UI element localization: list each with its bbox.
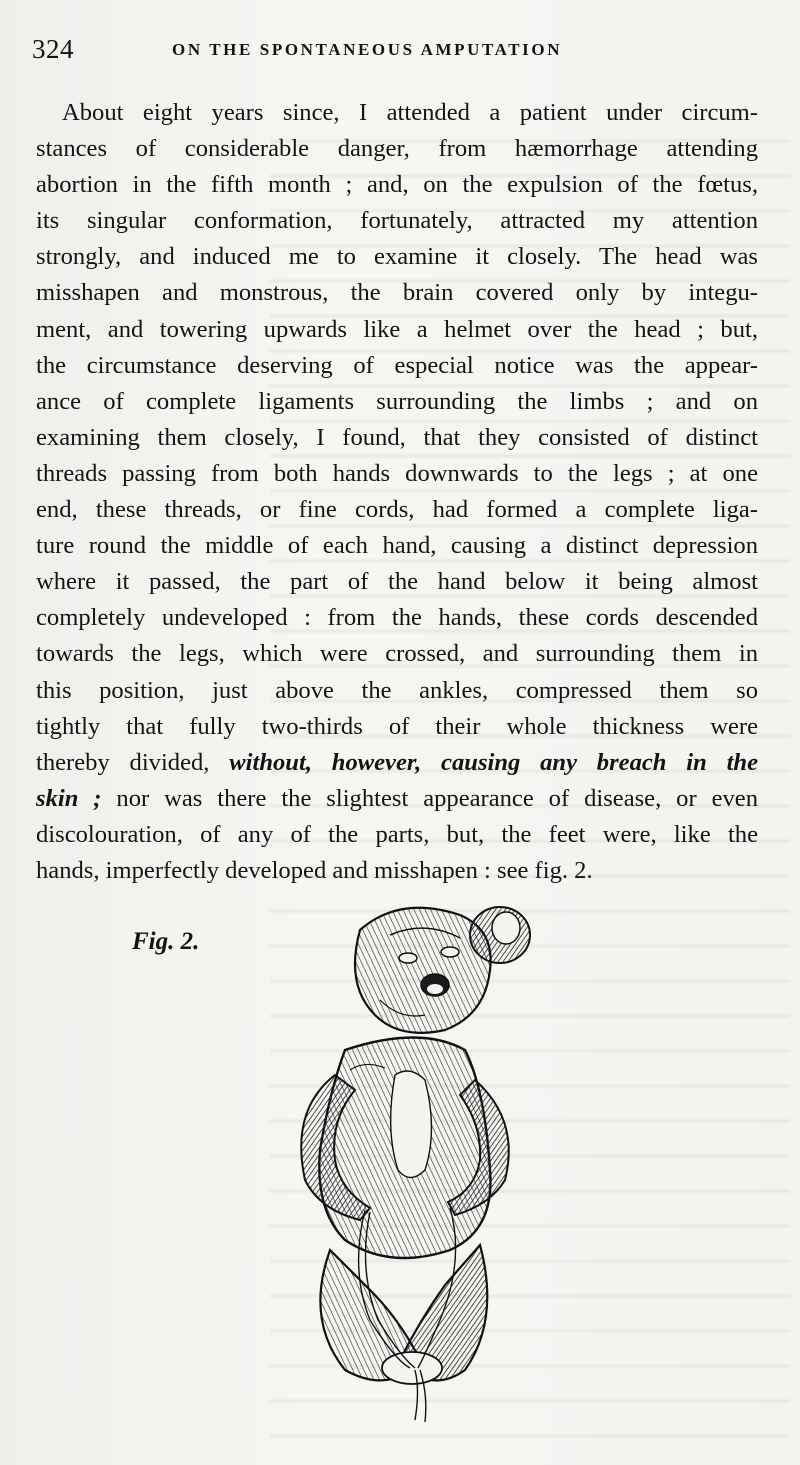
torso — [319, 1038, 490, 1259]
text-line: discolouration, of any of the parts, but, the feet were, like the — [36, 820, 758, 848]
text-line: hands, imperfectly developed and misshapen : see fig. 2. — [36, 856, 593, 884]
emphasis-run: without, however, causing any breach in the — [229, 748, 758, 776]
text-line: where it passed, the part of the hand below it being almost — [36, 568, 758, 596]
text-line: About eight years since, I attended a patient under circum- — [62, 99, 758, 126]
text-line: stances of considerable danger, from hæmorrhage attending — [36, 135, 758, 163]
text-line: its singular conformation, fortunately, attracted my attention — [36, 207, 758, 235]
text-line: this position, just above the ankles, compressed them so — [36, 676, 758, 704]
page-number: 324 — [32, 34, 74, 64]
text-line: end, these threads, or fine cords, had formed a complete liga- — [36, 496, 758, 524]
fetus-engraving-illustration — [250, 890, 550, 1430]
text-line: strongly, and induced me to examine it closely. The head was — [36, 243, 758, 271]
text-line: misshapen and monstrous, the brain covered only by integu- — [36, 279, 758, 307]
text-line: ance of complete ligaments surrounding the limbs ; and on — [36, 387, 758, 415]
text-line: completely undeveloped : from the hands, these cords descended — [36, 604, 758, 632]
text-line: towards the legs, which were crossed, and surrounding them in — [36, 640, 758, 668]
running-title: ON THE SPONTANEOUS AMPUTATION — [172, 40, 563, 59]
text-line: tightly that fully two-thirds of their whole thickness were — [36, 712, 758, 740]
running-head — [32, 34, 772, 68]
text-line: abortion in the fifth month ; and, on the expulsion of the fœtus, — [36, 171, 758, 199]
text-line: the circumstance deserving of especial notice was the appear- — [36, 351, 758, 379]
text-line — [36, 745, 758, 781]
text-line: threads passing from both hands downwards to the legs ; at one — [36, 459, 758, 487]
text-run: nor was there the slightest appearance of disease, or even — [101, 784, 758, 812]
emphasis-run: skin ; — [36, 784, 102, 812]
body-paragraph — [36, 95, 758, 889]
text-line: examining them closely, I found, that they consisted of distinct — [36, 423, 758, 451]
text-line — [36, 781, 758, 817]
figure-label: Fig. 2. — [132, 928, 200, 955]
head — [355, 908, 491, 1033]
text-run: thereby divided, — [36, 748, 230, 776]
text-line: ment, and towering upwards like a helmet over the head ; but, — [36, 315, 758, 343]
text-line: ture round the middle of each hand, causing a distinct depression — [36, 532, 758, 560]
